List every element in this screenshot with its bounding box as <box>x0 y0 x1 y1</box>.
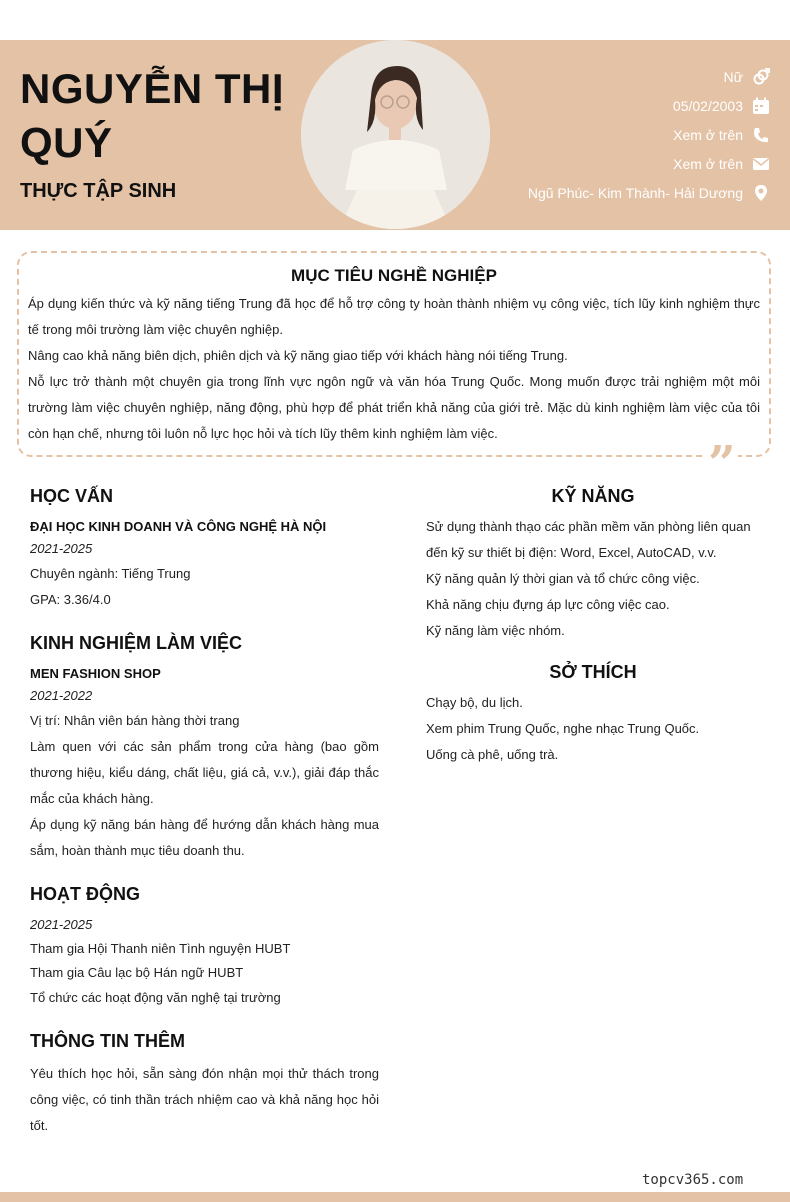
hobby-item: Uống cà phê, uống trà. <box>426 747 559 762</box>
section-title-experience: KINH NGHIỆM LÀM VIỆC <box>30 633 243 653</box>
quote-icon: ” <box>708 436 736 492</box>
section-title-skills: KỸ NĂNG <box>551 486 635 506</box>
contact-gender: Nữ <box>410 62 770 91</box>
gender-icon <box>752 68 770 86</box>
objective-body: Áp dụng kiến thức và kỹ năng tiếng Trung đã học để hỗ trợ công ty hoàn thành nhiệm vụ công việc, tích lũy kinh nghiệm thực tế trong môi trường làm việc chuyên nghiệp. Nâng cao khả năng biên dịch, phiên dịch và kỹ năng giao tiếp với khách hàng nói tiếng Trung. Nỗ lực trở thành một chuyên gia trong lĩnh vực ngôn ngữ và văn hóa Trung Quốc. Mong muốn được trải nghiệm một môi trường làm việc chuyên nghiệp, năng động, phù hợp để phát triển khả năng của giới trẻ. Mặc dù kinh nghiệm làm việc của tôi còn hạn chế, nhưng tôi luôn nỗ lực học hỏi và tích lũy thêm kinh nghiệm làm việc. <box>28 296 760 441</box>
experience-line: Áp dụng kỹ năng bán hàng để hướng dẫn khách hàng mua sắm, hoàn thành mục tiêu doanh thu. <box>30 817 379 858</box>
footer-url: topcv365.com <box>642 1172 744 1188</box>
education-line: GPA: 3.36/4.0 <box>30 592 111 607</box>
hobby-item: Chạy bộ, du lịch. <box>426 695 523 710</box>
section-title-education: HỌC VẤN <box>30 486 114 506</box>
section-title-extra: THÔNG TIN THÊM <box>30 1031 185 1051</box>
section-title-hobbies: SỞ THÍCH <box>549 662 637 682</box>
company-name: MEN FASHION SHOP <box>30 666 161 681</box>
skill-item: Kỹ năng quản lý thời gian và tổ chức công việc. <box>426 571 700 586</box>
skill-item: Khả năng chịu đựng áp lực công việc cao. <box>426 597 670 612</box>
contact-email: Xem ở trên <box>410 149 770 178</box>
experience-line: Vị trí: Nhân viên bán hàng thời trang <box>30 713 240 728</box>
activity-line: Tham gia Câu lạc bộ Hán ngữ HUBT <box>30 965 244 980</box>
experience-section <box>30 631 379 864</box>
skills-section <box>426 484 760 644</box>
right-column <box>426 484 760 768</box>
activity-line: Tổ chức các hoạt động văn nghệ tại trường <box>30 990 281 1005</box>
experience-line: Làm quen với các sản phẩm trong cửa hàng (bao gồm thương hiệu, kiểu dáng, chất liệu, giá cả, v.v.), giải đáp thắc mắc của khách hàng. <box>30 739 379 806</box>
section-title-activities: HOẠT ĐỘNG <box>30 884 140 904</box>
job-title: THỰC TẬP SINH <box>20 180 177 202</box>
contact-phone: Xem ở trên <box>410 120 770 149</box>
experience-period: 2021-2022 <box>30 688 93 703</box>
education-section <box>30 484 379 613</box>
skill-item: Sử dụng thành thạo các phần mềm văn phòng liên quan đến kỹ sư thiết bị điện: Word, Excel, AutoCAD, v.v. <box>426 519 751 560</box>
contact-address: Ngũ Phúc- Kim Thành- Hải Dương <box>410 178 770 207</box>
hobby-item: Xem phim Trung Quốc, nghe nhạc Trung Quốc. <box>426 721 700 736</box>
school-name: ĐẠI HỌC KINH DOANH VÀ CÔNG NGHỆ HÀ NỘI <box>30 519 327 534</box>
contact-birthday: 05/02/2003 <box>410 91 770 120</box>
bottom-bar <box>0 1192 790 1202</box>
contact-list <box>410 62 770 207</box>
career-objective-box <box>17 251 771 457</box>
extra-info-text: Yêu thích học hỏi, sẵn sàng đón nhận mọi thử thách trong công việc, có tinh thần trách nhiệm cao và khả năng học hỏi tốt. <box>30 1066 379 1133</box>
full-name: NGUYỄN THỊ QUÝ <box>20 65 285 166</box>
activity-line: Tham gia Hội Thanh niên Tình nguyện HUBT <box>30 941 291 956</box>
hobbies-section <box>426 660 760 768</box>
activities-period: 2021-2025 <box>30 917 93 932</box>
phone-icon <box>752 126 770 144</box>
mail-icon <box>752 155 770 173</box>
activities-section <box>30 882 379 1011</box>
location-icon <box>752 184 770 202</box>
education-line: Chuyên ngành: Tiếng Trung <box>30 566 191 581</box>
calendar-icon <box>752 97 770 115</box>
education-period: 2021-2025 <box>30 541 93 556</box>
extra-info-section <box>30 1029 379 1139</box>
skill-item: Kỹ năng làm việc nhóm. <box>426 623 565 638</box>
section-title-objective: MỤC TIÊU NGHỀ NGHIỆP <box>291 266 497 285</box>
header-banner <box>0 40 790 230</box>
left-column <box>30 484 379 1139</box>
